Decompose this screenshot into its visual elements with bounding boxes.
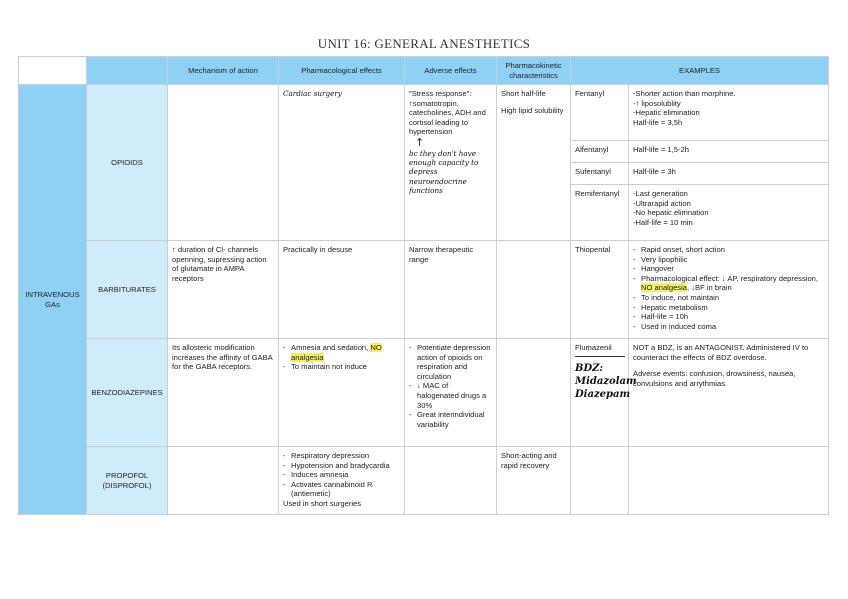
- flumazenil-adverse-events: Adverse events: confusion, drowsiness, nausea, convulsions and arrythmias.: [633, 369, 796, 388]
- opioids-pharmacokinetic-cell: [497, 85, 571, 241]
- detail-line: -Ultrarapid action: [633, 198, 691, 208]
- list-item: - Used in induced coma: [633, 322, 824, 332]
- list-item: - Hangover: [633, 264, 824, 274]
- opioids-pharmacological: Cardiac surgery: [283, 89, 342, 98]
- example-drug-flumazenil: Flumazenil: [575, 343, 612, 352]
- table-row: [19, 447, 829, 515]
- opioids-pk-solubility: High lipid solubility: [501, 105, 564, 115]
- list-item: - To induce, not maintain: [633, 293, 824, 303]
- example-detail-remifentanyl: [629, 185, 829, 241]
- barbiturates-pharmacokinetic-cell: [497, 241, 571, 339]
- handwritten-arrow-icon: ↑: [415, 135, 425, 149]
- table-row: [19, 241, 829, 339]
- example-detail-fentanyl: [629, 85, 829, 141]
- propofol-pharm-list: [283, 451, 400, 499]
- list-item-text: , ↓BF in brain: [687, 283, 732, 293]
- header-blank-cell: [19, 57, 87, 85]
- example-detail-thiopental: [629, 241, 829, 339]
- example-drug-remifentanyl: Remifentanyl: [571, 185, 629, 241]
- highlight-no-analgesia: NO analgesia: [291, 343, 382, 362]
- list-item: - Potentiate depression action of opioids on respiration and circulation: [409, 343, 492, 381]
- propofol-usage-note: Used in short surgeries: [283, 498, 362, 508]
- barbiturates-mechanism: ↑ duration of Cl- channels openning, supressing action of glutamate in AMPA receptors: [168, 241, 279, 339]
- row-label-propofol: PROPOFOL (DISPROFOL): [87, 447, 168, 515]
- list-item: - Hypotension and bradycardia: [283, 461, 400, 471]
- group-label: INTRAVENOUS GAs: [19, 85, 87, 515]
- highlight-no-analgesia: NO analgesia: [641, 283, 688, 293]
- propofol-adverse-cell: [405, 447, 497, 515]
- example-detail-alfentanyl: [629, 141, 829, 163]
- opioids-mechanism-cell: [168, 85, 279, 241]
- list-item: - Hepatic metabolism: [633, 303, 824, 313]
- flumazenil-description: NOT a BDZ, is an ANTAGONIST. Administered IV to counteract the effects of BDZ overdose.: [633, 343, 809, 362]
- row-label-barbiturates: BARBITURATES: [87, 241, 168, 339]
- list-item: - ↓ MAC of halogenated drugs a 30%: [409, 381, 492, 410]
- header-examples: EXAMPLES: [571, 57, 829, 85]
- benzodiazepines-mechanism: Its allosteric modification increases the affinity of GABA for the GABA receptors.: [168, 339, 279, 447]
- propofol-example-detail-cell: [629, 447, 829, 515]
- example-drug-sufentanyl: Sufentanyl: [571, 163, 629, 185]
- example-detail-sufentanyl: [629, 163, 829, 185]
- list-item: - Very lipophilic: [633, 255, 824, 265]
- example-drug-thiopental: Thiopental: [571, 241, 629, 339]
- anesthetics-table: [18, 56, 829, 515]
- opioids-adverse-handwritten-note: bc they don't have enough capacity to depress neuroendocrine functions: [409, 148, 479, 195]
- example-drug-flumazenil-cell: [571, 339, 637, 447]
- header-blank-cell-2: [87, 57, 168, 85]
- opioids-adverse-cell: [405, 85, 497, 241]
- list-item: - Induces amnesia: [283, 470, 400, 480]
- page-title: UNIT 16: GENERAL ANESTHETICS: [317, 36, 531, 51]
- benzodiazepines-adverse-list: [409, 343, 492, 429]
- handwritten-diazepam: Diazepam: [575, 388, 631, 400]
- header-adverse: Adverse effects: [405, 57, 497, 85]
- list-item: - Great interindividual variability: [409, 410, 492, 429]
- handwritten-midazolam: Midazolam: [575, 375, 637, 387]
- barbiturates-adverse: Narrow therapeutic range: [405, 241, 497, 339]
- list-item: [283, 343, 400, 362]
- table-row: [19, 339, 829, 447]
- list-item: - Activates cannabinoid R (antiemetic): [283, 480, 400, 499]
- opioids-pharmacological-cell: [279, 85, 405, 241]
- handwritten-bdz: BDZ:: [575, 362, 604, 374]
- benzodiazepines-pharmacological-cell: [279, 339, 405, 447]
- header-pharmacological: Pharmacological effects: [279, 57, 405, 85]
- list-item: - Rapid onset, short action: [633, 245, 824, 255]
- propofol-pharmacokinetic: Short-acting and rapid recovery: [497, 447, 571, 515]
- detail-line: Half-life = 3h: [633, 167, 676, 176]
- propofol-mechanism-cell: [168, 447, 279, 515]
- benzodiazepines-pharm-list: [283, 343, 400, 372]
- table-row: [19, 85, 829, 141]
- detail-line: Half-life = 3,5h: [633, 117, 683, 127]
- barbiturates-pharmacological: Practically in desuse: [279, 241, 405, 339]
- row-label-benzodiazepines: BENZODIAZEPINES: [87, 339, 168, 447]
- list-item-text: Amnesia and sedation,: [291, 343, 371, 352]
- opioids-adverse-text: "Stress response": ↑somatotropin, catecholines, ADH and cortisol leading to hypertension: [409, 89, 486, 137]
- example-drug-fentanyl: Fentanyl: [571, 85, 629, 141]
- header-row: [19, 57, 829, 85]
- list-item: - Half-life = 10h: [633, 312, 824, 322]
- example-drug-alfentanyl: Alfentanyl: [571, 141, 629, 163]
- detail-line: Half-life = 1,5-2h: [633, 145, 689, 154]
- row-label-opioids: OPIOIDS: [87, 85, 168, 241]
- propofol-example-drug-cell: [571, 447, 629, 515]
- handwritten-underline: [575, 356, 625, 357]
- header-mechanism: Mechanism of action: [168, 57, 279, 85]
- benzodiazepines-adverse-cell: [405, 339, 497, 447]
- propofol-pharmacological-cell: [279, 447, 405, 515]
- opioids-pk-halflife: Short half-life: [501, 89, 546, 98]
- list-item: [633, 274, 824, 293]
- detail-line: -Last generation: [633, 189, 688, 198]
- detail-line: -Shorter action than morphine.: [633, 89, 736, 98]
- list-item: - Respiratory depression: [283, 451, 400, 461]
- thiopental-list: [633, 245, 824, 331]
- detail-line: -Half-life = 10 min: [633, 217, 693, 227]
- header-pharmacokinetic: Pharmacokinetic characteristics: [497, 57, 571, 85]
- detail-line: -No hepatic elimnation: [633, 208, 709, 218]
- example-detail-flumazenil: [629, 339, 829, 447]
- benzodiazepines-pharmacokinetic-cell: [497, 339, 571, 447]
- detail-line: -↑ liposolublity: [633, 98, 681, 108]
- detail-line: -Hepatic elimination: [633, 108, 700, 118]
- list-item: - To maintain not induce: [283, 362, 400, 372]
- list-item-text: Pharmacological effect: ↓ AP, respiratory depression,: [641, 273, 818, 283]
